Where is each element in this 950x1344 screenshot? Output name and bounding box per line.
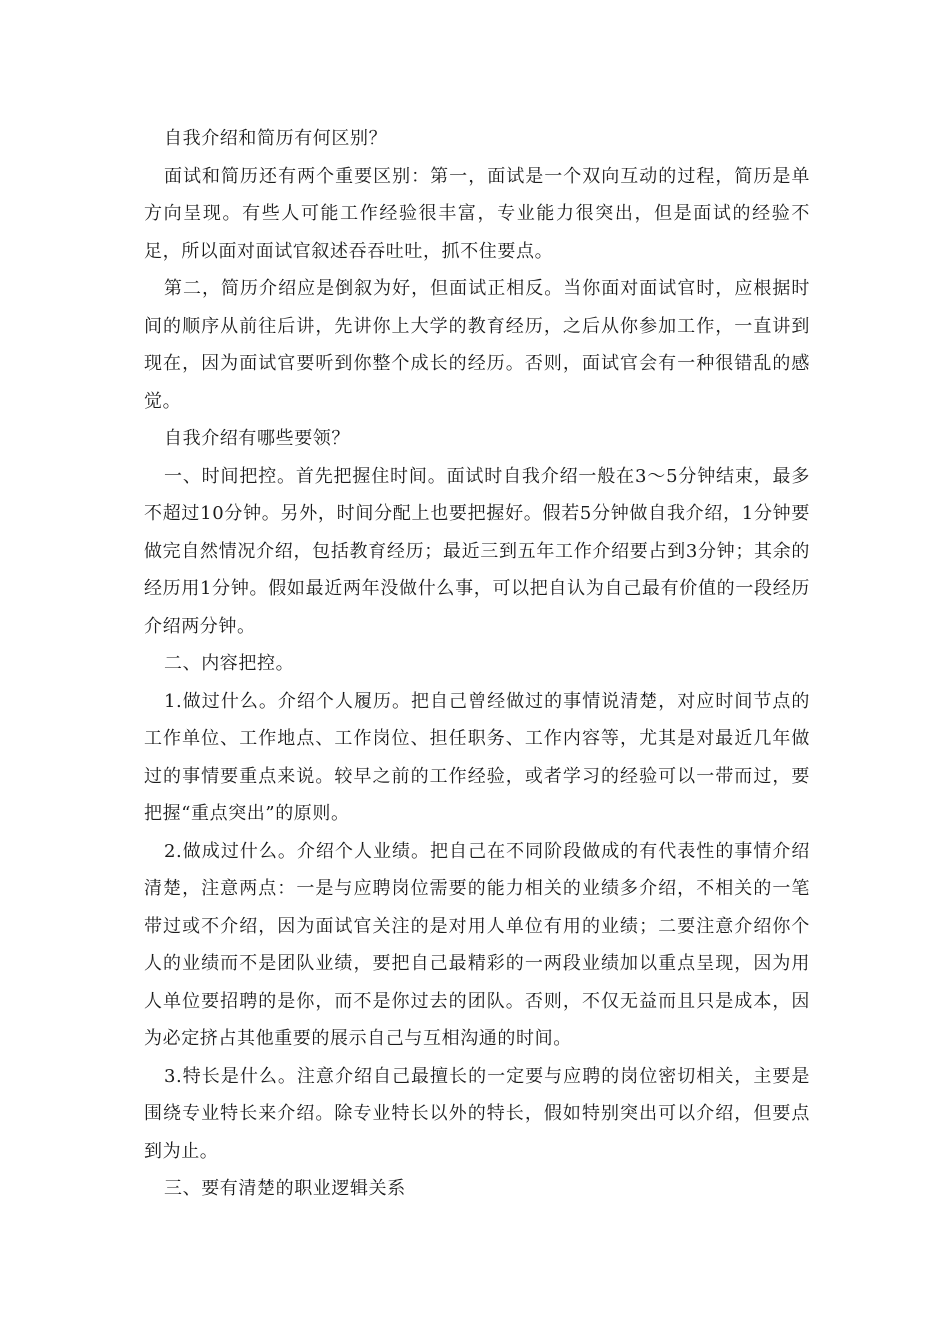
section-heading: 二、内容把控。	[164, 653, 295, 674]
section-heading: 自我介绍和简历有何区别？	[164, 128, 388, 149]
paragraph: 3.特长是什么。注意介绍自己最擅长的一定要与应聘的岗位密切相关，主要是围绕专业特长来介绍。除专业特长以外的特长，假如特别突出可以介绍，但要点到为止。	[144, 1065, 810, 1162]
paragraph: 2.做成过什么。介绍个人业绩。把自己在不同阶段做成的有代表性的事情介绍清楚，注意两点：一是与应聘岗位需要的能力相关的业绩多介绍，不相关的一笔带过或不介绍，因为面试官关注的是对用人单位有用的业绩；二要注意介绍你个人的业绩而不是团队业绩，要把自己最精彩的一两段业绩加以重点呈现，因为用人单位要招聘的是你，而不是你过去的团队。否则，不仅无益而且只是成本，因为必定挤占其他重要的展示自己与互相沟通的时间。	[144, 840, 810, 1049]
document-body	[144, 120, 810, 1208]
paragraph: 一、时间把控。首先把握住时间。面试时自我介绍一般在3～5分钟结束，最多不超过10分钟。另外，时间分配上也要把握好。假若5分钟做自我介绍，1分钟要做完自然情况介绍，包括教育经历；最近三到五年工作介绍要占到3分钟；其余的经历用1分钟。假如最近两年没做什么事，可以把自认为自己最有价值的一段经历介绍两分钟。	[144, 465, 810, 637]
paragraph: 第二，简历介绍应是倒叙为好，但面试正相反。当你面对面试官时，应根据时间的顺序从前往后讲，先讲你上大学的教育经历，之后从你参加工作，一直讲到现在，因为面试官要听到你整个成长的经历。否则，面试官会有一种很错乱的感觉。	[144, 278, 810, 412]
section-heading: 三、要有清楚的职业逻辑关系	[164, 1178, 406, 1199]
paragraph: 1.做过什么。介绍个人履历。把自己曾经做过的事情说清楚，对应时间节点的工作单位、工作地点、工作岗位、担任职务、工作内容等，尤其是对最近几年做过的事情要重点来说。较早之前的工作经验，或者学习的经验可以一带而过，要把握“重点突出”的原则。	[144, 690, 810, 824]
paragraph: 面试和简历还有两个重要区别：第一，面试是一个双向互动的过程，简历是单方向呈现。有些人可能工作经验很丰富，专业能力很突出，但是面试的经验不足，所以面对面试官叙述吞吞吐吐，抓不住要点。	[144, 165, 810, 262]
section-heading: 自我介绍有哪些要领？	[164, 428, 350, 449]
